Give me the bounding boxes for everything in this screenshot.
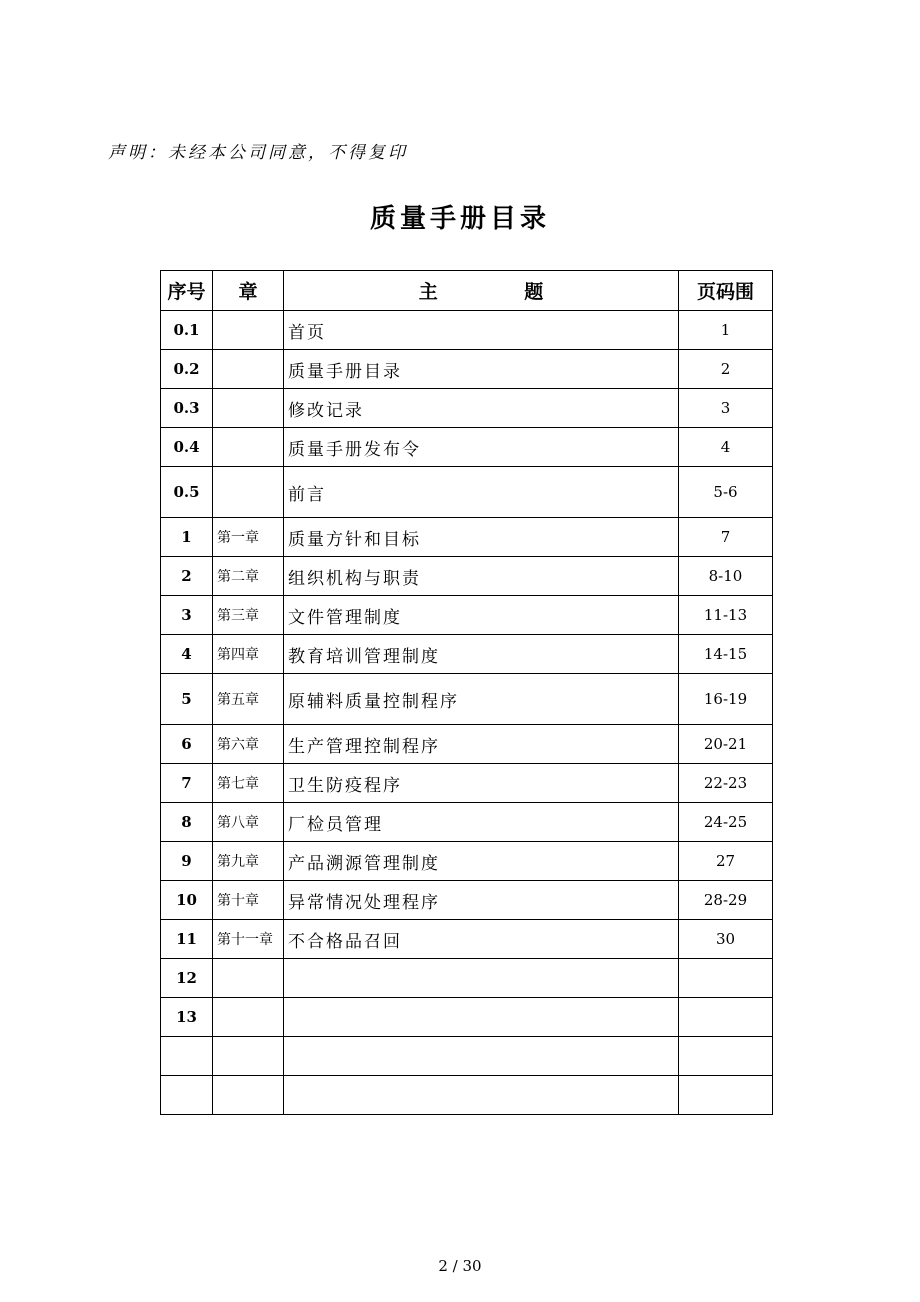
row-chapter xyxy=(213,389,284,428)
table-row xyxy=(161,467,773,518)
row-topic: 质量手册目录 xyxy=(284,350,679,389)
table-row xyxy=(161,881,773,920)
table-row xyxy=(161,725,773,764)
row-topic: 不合格品召回 xyxy=(284,920,679,959)
toc-table xyxy=(160,270,773,1115)
copy-notice: 声明：未经本公司同意，不得复印 xyxy=(108,143,408,163)
header-chapter: 章 xyxy=(213,271,284,311)
row-topic: 厂检员管理 xyxy=(284,803,679,842)
table-row xyxy=(161,842,773,881)
row-pages: 2 xyxy=(679,350,773,389)
row-pages: 28-29 xyxy=(679,881,773,920)
row-seq: 8 xyxy=(161,803,213,842)
row-pages xyxy=(679,1076,773,1115)
table-row xyxy=(161,311,773,350)
row-topic: 组织机构与职责 xyxy=(284,557,679,596)
row-chapter xyxy=(213,350,284,389)
row-seq: 0.2 xyxy=(161,350,213,389)
row-pages: 8-10 xyxy=(679,557,773,596)
row-chapter: 第七章 xyxy=(213,764,284,803)
table-row xyxy=(161,764,773,803)
row-seq: 0.1 xyxy=(161,311,213,350)
table-row xyxy=(161,920,773,959)
table-row xyxy=(161,428,773,467)
page-number: 2 / 30 xyxy=(438,1257,482,1275)
row-chapter: 第四章 xyxy=(213,635,284,674)
row-chapter xyxy=(213,998,284,1037)
row-topic: 异常情况处理程序 xyxy=(284,881,679,920)
row-seq: 7 xyxy=(161,764,213,803)
row-chapter: 第六章 xyxy=(213,725,284,764)
header-topic: 主 题 xyxy=(284,271,679,311)
row-chapter xyxy=(213,428,284,467)
row-seq: 3 xyxy=(161,596,213,635)
row-pages: 1 xyxy=(679,311,773,350)
toc-body xyxy=(161,311,773,1115)
row-seq: 0.3 xyxy=(161,389,213,428)
row-seq: 9 xyxy=(161,842,213,881)
row-chapter: 第十一章 xyxy=(213,920,284,959)
row-chapter: 第五章 xyxy=(213,674,284,725)
page-title: 质量手册目录 xyxy=(369,204,550,234)
row-topic xyxy=(284,959,679,998)
table-row xyxy=(161,998,773,1037)
table-row xyxy=(161,1076,773,1115)
row-topic: 首页 xyxy=(284,311,679,350)
row-seq: 10 xyxy=(161,881,213,920)
table-row xyxy=(161,557,773,596)
row-topic: 修改记录 xyxy=(284,389,679,428)
row-seq xyxy=(161,1076,213,1115)
table-row xyxy=(161,674,773,725)
header-pages: 页码围 xyxy=(679,271,773,311)
row-chapter: 第八章 xyxy=(213,803,284,842)
table-row xyxy=(161,635,773,674)
table-row xyxy=(161,1037,773,1076)
row-seq: 0.5 xyxy=(161,467,213,518)
row-chapter xyxy=(213,959,284,998)
row-seq: 13 xyxy=(161,998,213,1037)
row-pages: 24-25 xyxy=(679,803,773,842)
row-pages xyxy=(679,959,773,998)
table-row xyxy=(161,389,773,428)
table-row xyxy=(161,350,773,389)
row-topic: 生产管理控制程序 xyxy=(284,725,679,764)
row-pages: 3 xyxy=(679,389,773,428)
row-seq: 2 xyxy=(161,557,213,596)
row-pages xyxy=(679,1037,773,1076)
row-topic: 质量方针和目标 xyxy=(284,518,679,557)
table-row xyxy=(161,959,773,998)
row-pages: 16-19 xyxy=(679,674,773,725)
row-pages: 27 xyxy=(679,842,773,881)
row-topic: 文件管理制度 xyxy=(284,596,679,635)
row-seq: 0.4 xyxy=(161,428,213,467)
row-seq xyxy=(161,1037,213,1076)
row-seq: 11 xyxy=(161,920,213,959)
row-seq: 4 xyxy=(161,635,213,674)
row-topic xyxy=(284,1076,679,1115)
row-pages: 5-6 xyxy=(679,467,773,518)
header-seq: 序号 xyxy=(161,271,213,311)
row-topic: 质量手册发布令 xyxy=(284,428,679,467)
row-pages xyxy=(679,998,773,1037)
row-pages: 30 xyxy=(679,920,773,959)
row-chapter: 第三章 xyxy=(213,596,284,635)
row-topic: 卫生防疫程序 xyxy=(284,764,679,803)
row-chapter: 第九章 xyxy=(213,842,284,881)
table-row xyxy=(161,596,773,635)
row-pages: 20-21 xyxy=(679,725,773,764)
table-row xyxy=(161,518,773,557)
row-seq: 12 xyxy=(161,959,213,998)
table-row xyxy=(161,803,773,842)
row-topic: 产品溯源管理制度 xyxy=(284,842,679,881)
row-pages: 22-23 xyxy=(679,764,773,803)
row-seq: 6 xyxy=(161,725,213,764)
row-pages: 14-15 xyxy=(679,635,773,674)
row-chapter xyxy=(213,1076,284,1115)
row-pages: 4 xyxy=(679,428,773,467)
row-seq: 1 xyxy=(161,518,213,557)
row-chapter xyxy=(213,311,284,350)
row-chapter xyxy=(213,1037,284,1076)
row-seq: 5 xyxy=(161,674,213,725)
row-topic: 原辅料质量控制程序 xyxy=(284,674,679,725)
row-chapter: 第一章 xyxy=(213,518,284,557)
row-topic: 前言 xyxy=(284,467,679,518)
row-topic: 教育培训管理制度 xyxy=(284,635,679,674)
toc-header-row xyxy=(161,271,773,311)
row-topic xyxy=(284,1037,679,1076)
row-pages: 7 xyxy=(679,518,773,557)
row-topic xyxy=(284,998,679,1037)
row-pages: 11-13 xyxy=(679,596,773,635)
row-chapter: 第二章 xyxy=(213,557,284,596)
row-chapter xyxy=(213,467,284,518)
row-chapter: 第十章 xyxy=(213,881,284,920)
